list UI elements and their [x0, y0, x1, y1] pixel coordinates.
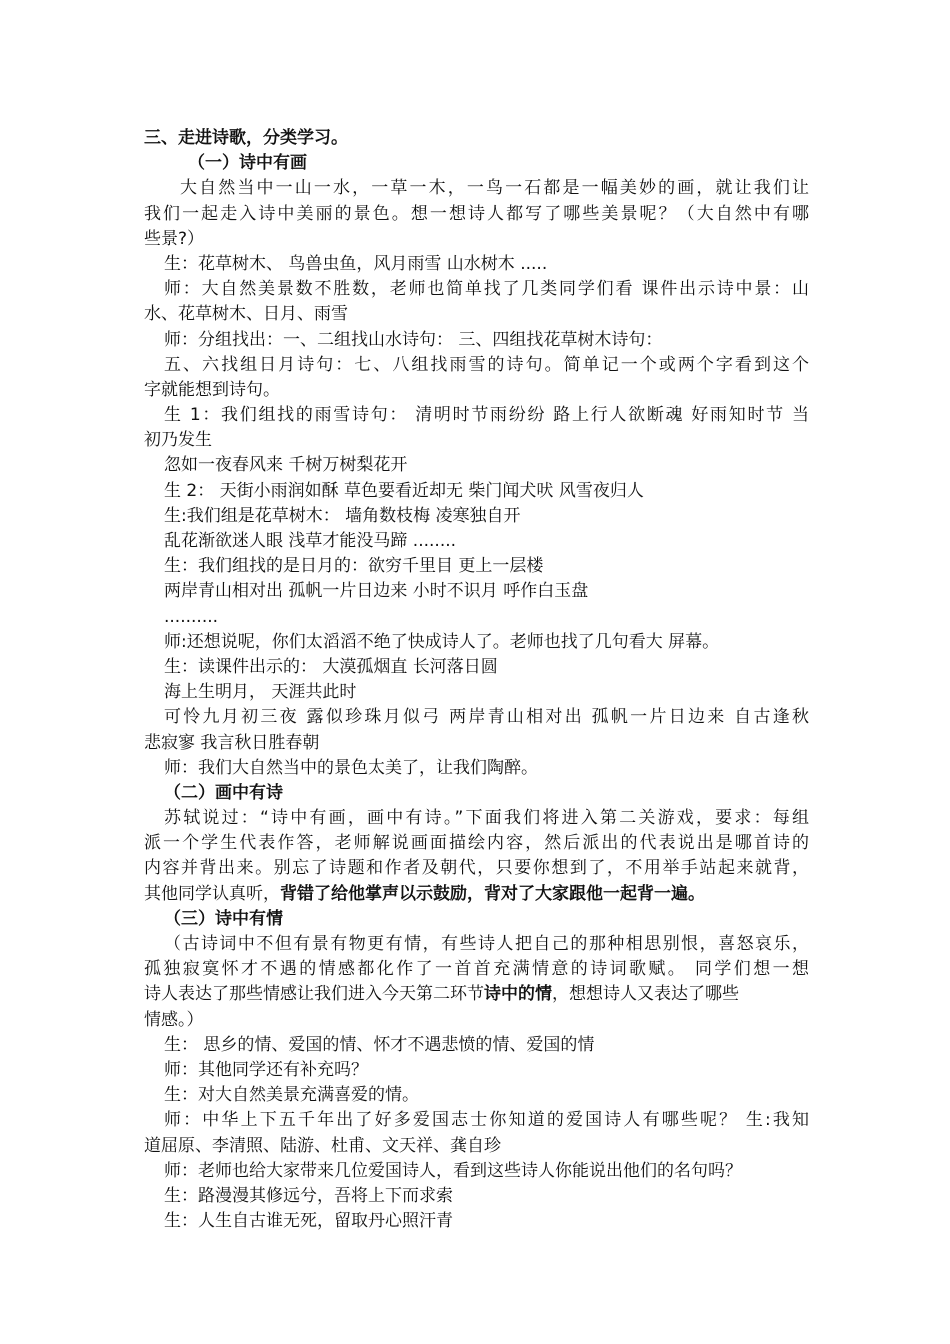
paragraph-line: 派一个学生代表作答，老师解说画面描绘内容，然后派出的代表说出是哪首诗的: [144, 833, 809, 854]
dialogue-line: 字就能想到诗句。: [144, 379, 280, 400]
section-title-2: （二）画中有诗: [164, 782, 283, 803]
paragraph-line: [144, 982, 809, 1007]
dialogue-line: 道屈原、李清照、陆游、杜甫、文天祥、龚自珍: [144, 1135, 501, 1156]
paragraph-line: 我们一起走入诗中美丽的景色。想一想诗人都写了哪些美景呢？（大自然中有哪: [144, 203, 809, 224]
paragraph-line: [144, 882, 809, 907]
dialogue-line: 生：对大自然美景充满喜爱的情。: [164, 1085, 419, 1106]
dialogue-line: 生 2： 天街小雨润如酥 草色要看近却无 柴门闻犬吠 风雪夜归人: [164, 480, 644, 501]
ellipsis-line: ..........: [164, 606, 219, 627]
dialogue-line: 生：路漫漫其修远兮，吾将上下而求索: [164, 1185, 453, 1206]
paragraph-line: 些景?）: [144, 228, 205, 249]
dialogue-line: 生 1：我们组找的雨雪诗句： 清明时节雨纷纷 路上行人欲断魂 好雨知时节 当: [164, 405, 809, 426]
poem-line: 乱花渐欲迷人眼 浅草才能没马蹄 ........: [164, 531, 457, 551]
paragraph-line: 情感。）: [144, 1009, 204, 1030]
poem-line: 可怜九月初三夜 露似珍珠月似弓 两岸青山相对出 孤帆一片日边来 自古逢秋: [164, 707, 809, 728]
dialogue-line: 师：我们大自然当中的景色太美了，让我们陶醉。: [164, 757, 538, 778]
poem-line: 忽如一夜春风来 千树万树梨花开: [164, 455, 408, 476]
dialogue-line: 师：分组找出：一、二组找山水诗句： 三、四组找花草树木诗句：: [164, 329, 663, 350]
dialogue-line: 生： 思乡的情、爱国的情、怀才不遇悲愤的情、爱国的情: [164, 1034, 595, 1055]
paragraph-text: 其他同学认真听，: [144, 883, 280, 904]
poem-line: 海上生明月， 天涯共此时: [164, 682, 357, 703]
paragraph-line: 大自然当中一山一水，一草一木，一鸟一石都是一幅美妙的画，就让我们让: [180, 178, 809, 199]
document-body: [144, 126, 809, 1234]
dialogue-line: 水、花草树木、日月、雨雪: [144, 304, 348, 325]
section-title-1: （一）诗中有画: [188, 153, 307, 174]
dialogue-line: 生：我们组找的是日月的：欲穷千里目 更上一层楼: [164, 556, 544, 577]
dialogue-line: 师:还想说呢，你们太滔滔不绝了快成诗人了。老师也找了几句看大 屏幕。: [164, 631, 720, 652]
emphasis-text: 背错了给他掌声以示鼓励，背对了大家跟他一起背一遍。: [280, 883, 705, 904]
dialogue-line: 师：老师也给大家带来几位爱国诗人，看到这些诗人你能说出他们的名句吗？: [164, 1160, 742, 1181]
paragraph-text: ，想想诗人又表达了哪些: [552, 984, 739, 1005]
paragraph-line: 孤独寂寞怀才不遇的情感都化作了一首首充满情意的诗词歌赋。 同学们想一想: [144, 959, 809, 980]
paragraph-line: （古诗词中不但有景有物更有情，有些诗人把自己的那种相思别恨，喜怒哀乐，: [164, 934, 809, 954]
paragraph-text: 诗人表达了那些情感让我们进入今天第二环节: [144, 984, 484, 1005]
dialogue-line: 师：大自然美景数不胜数，老师也简单找了几类同学们看 课件出示诗中景：山: [164, 279, 809, 300]
dialogue-line: 五、六找组日月诗句：七、八组找雨雪的诗句。简单记一个或两个字看到这个: [164, 354, 809, 375]
dialogue-line: 生：花草树木、 鸟兽虫鱼，风月雨雪 山水树木 .....: [164, 253, 548, 274]
dialogue-line: 生：人生自古谁无死，留取丹心照汗青: [164, 1211, 453, 1232]
dialogue-line: 生:我们组是花草树木： 墙角数枝梅 凌寒独自开: [164, 505, 521, 526]
emphasis-text: 诗中的情: [484, 984, 552, 1005]
paragraph-line: 苏轼说过：“诗中有画，画中有诗。”下面我们将进入第二关游戏，要求：每组: [164, 808, 809, 829]
dialogue-line: 师：中华上下五千年出了好多爱国志士你知道的爱国诗人有哪些呢？ 生:我知: [164, 1110, 809, 1131]
dialogue-line: 师：其他同学还有补充吗？: [164, 1059, 368, 1080]
dialogue-line: 生：读课件出示的： 大漠孤烟直 长河落日圆: [164, 656, 498, 677]
poem-line: 悲寂寥 我言秋日胜春朝: [144, 732, 320, 753]
poem-line: 两岸青山相对出 孤帆一片日边来 小时不识月 呼作白玉盘: [164, 581, 589, 602]
section-title-3: （三）诗中有情: [164, 908, 283, 929]
paragraph-line: 内容并背出来。别忘了诗题和作者及朝代，只要你想到了，不用举手站起来就背，: [144, 858, 809, 879]
main-heading: 三、走进诗歌，分类学习。: [144, 128, 348, 148]
dialogue-line: 初乃发生: [144, 430, 212, 451]
